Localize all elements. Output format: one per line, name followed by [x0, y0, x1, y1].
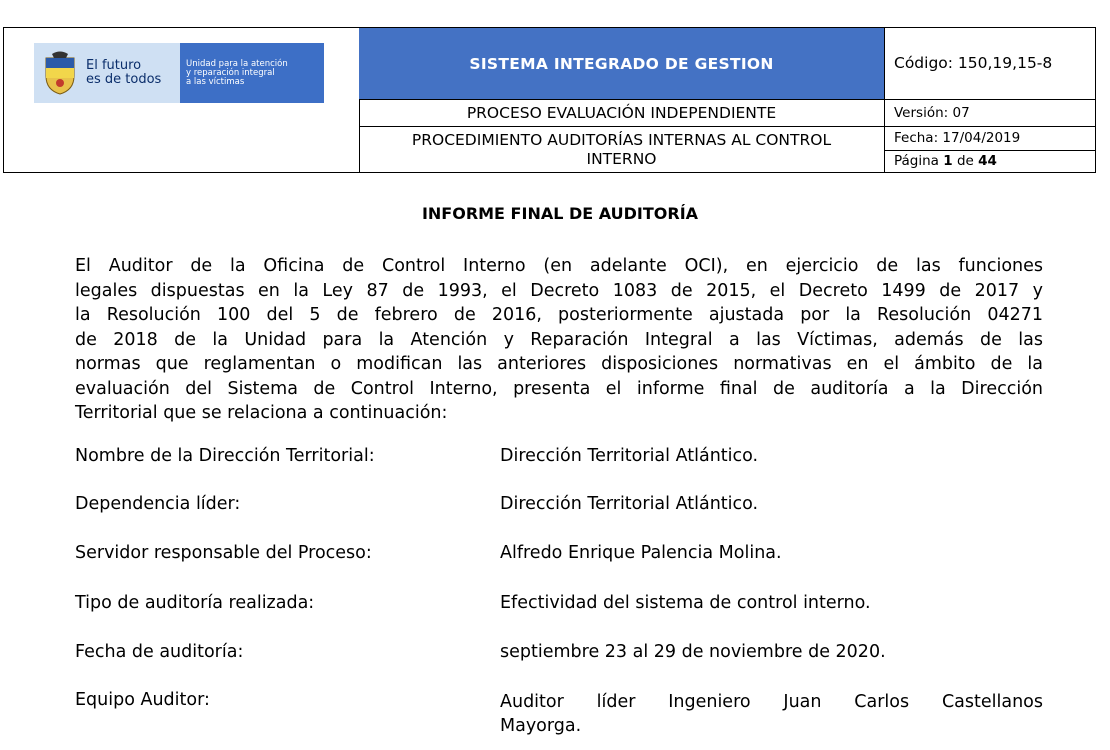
field-label-servidor: Servidor responsable del Proceso: — [75, 543, 372, 563]
intro-line: Territorial que se relaciona a continuación: — [75, 403, 448, 423]
field-label-fecha: Fecha de auditoría: — [75, 642, 244, 662]
intro-line: la Resolución 100 del 5 de febrero de 2016, posteriormente ajustada por la Resolución 04271 — [75, 305, 1043, 325]
institutional-logo — [34, 43, 324, 103]
intro-paragraph — [75, 254, 1043, 426]
codigo-label: Código: 150,19,15-8 — [894, 54, 1053, 72]
logo-line2: es de todos — [86, 72, 162, 87]
field-value-dependencia: Dirección Territorial Atlántico. — [500, 494, 759, 514]
fecha-label: Fecha: 17/04/2019 — [894, 130, 1021, 146]
field-label-dependencia: Dependencia líder: — [75, 494, 241, 514]
procedimiento-label: PROCEDIMIENTO AUDITORÍAS INTERNAS AL CONTROL INTERNO — [411, 131, 832, 168]
intro-line: legales dispuestas en la Ley 87 de 1993, el Decreto 1083 de 2015, el Decreto 1499 de 2017 y — [75, 280, 1043, 301]
report-title: INFORME FINAL DE AUDITORÍA — [421, 204, 699, 223]
entity-line1: Unidad para la atención — [186, 58, 288, 69]
field-label-tipo: Tipo de auditoría realizada: — [75, 593, 315, 613]
entity-line3: a las víctimas — [186, 76, 245, 87]
field-value-territorial: Dirección Territorial Atlántico. — [500, 446, 759, 466]
colombia-coat-of-arms-icon — [40, 50, 80, 96]
field-label-territorial: Nombre de la Dirección Territorial: — [75, 446, 375, 466]
field-label-equipo: Equipo Auditor: — [75, 690, 210, 710]
equipo-line2: Mayorga. — [500, 716, 582, 736]
version-label: Versión: 07 — [894, 105, 970, 121]
equipo-line1: Auditor líder Ingeniero Juan Carlos Castellanos — [500, 692, 1043, 712]
proceso-label: PROCESO EVALUACIÓN INDEPENDIENTE — [466, 104, 777, 122]
intro-line: normas que reglamentan o modifican las anteriores disposiciones normativas en el ámbito de la — [75, 354, 1043, 374]
intro-line: evaluación del Sistema de Control Interno, presenta el informe final de auditoría a la Dirección — [75, 378, 1043, 399]
intro-line: El Auditor de la Oficina de Control Interno (en adelante OCI), en ejercicio de las funciones — [75, 256, 1043, 276]
entity-line2: y reparación integral — [186, 67, 275, 78]
field-value-fecha: septiembre 23 al 29 de noviembre de 2020. — [500, 642, 886, 662]
field-value-tipo: Efectividad del sistema de control interno. — [500, 593, 871, 613]
system-title: SISTEMA INTEGRADO DE GESTION — [359, 28, 884, 99]
pagina-label: Página 1 de 44 — [894, 153, 997, 169]
intro-line: de 2018 de la Unidad para la Atención y Reparación Integral a las Víctimas, además de las — [75, 329, 1043, 350]
logo-line1: El futuro — [86, 58, 142, 73]
field-value-servidor: Alfredo Enrique Palencia Molina. — [500, 543, 782, 563]
field-value-equipo — [500, 690, 1043, 738]
